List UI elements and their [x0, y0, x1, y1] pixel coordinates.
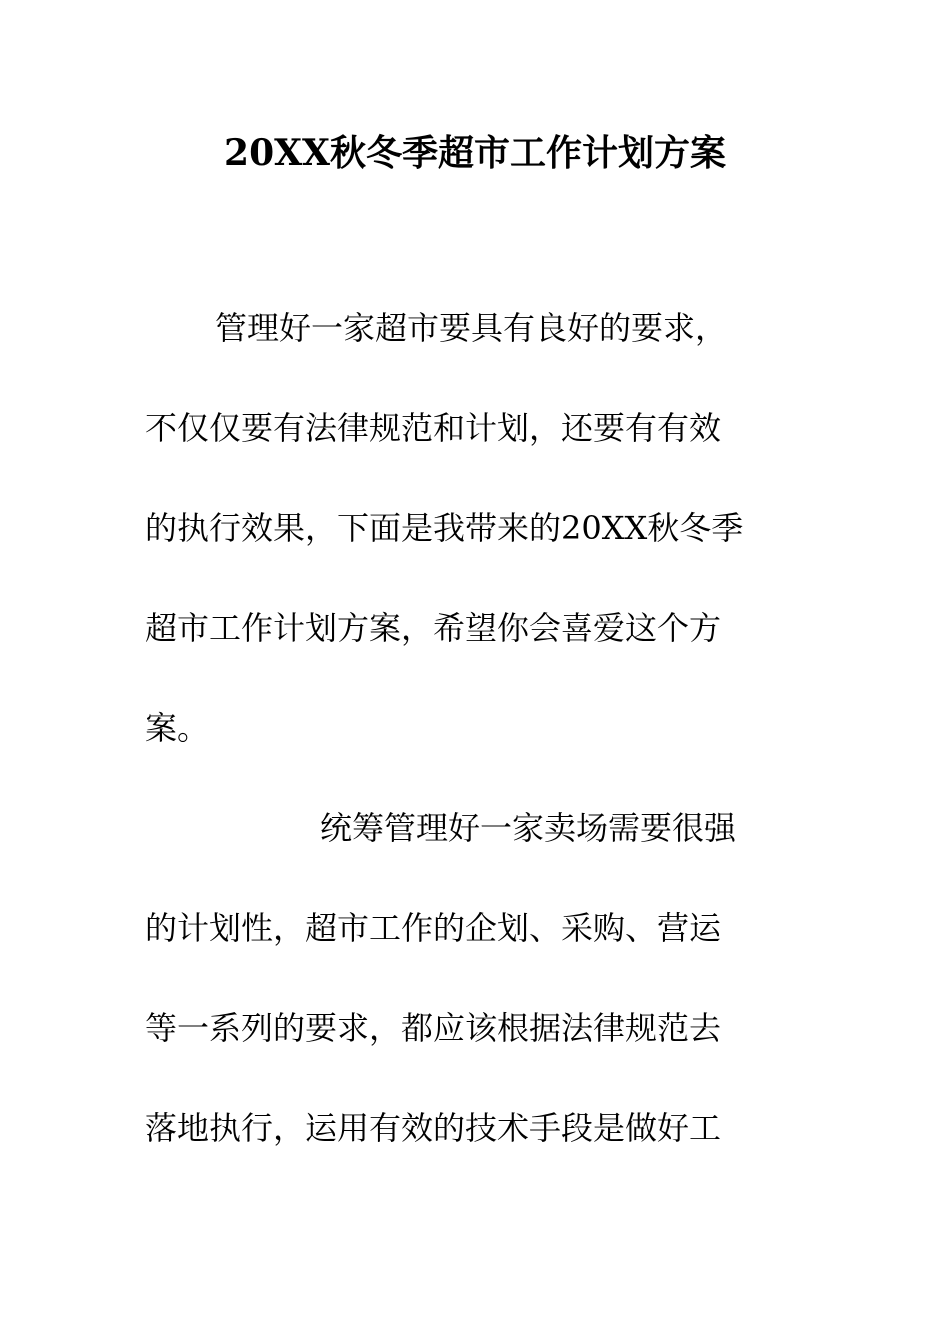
document-title: 20XX秋冬季超市工作计划方案: [224, 132, 726, 174]
paragraph-1-line-3: 的执行效果，下面是我带来的20XX秋冬季: [145, 509, 744, 547]
paragraph-2-line-4: 落地执行，运用有效的技术手段是做好工: [145, 1109, 722, 1147]
paragraph-1-line-2: 不仅仅要有法律规范和计划，还要有有效: [145, 409, 722, 447]
paragraph-2-line-1: 统筹管理好一家卖场需要很强: [320, 809, 737, 847]
paragraph-1-line-5: 案。: [145, 709, 210, 747]
paragraph-2-line-3: 等一系列的要求，都应该根据法律规范去: [145, 1009, 722, 1047]
paragraph-2-line-2: 的计划性，超市工作的企划、采购、营运: [145, 909, 722, 947]
paragraph-1-line-1: 管理好一家超市要具有良好的要求，: [215, 309, 728, 347]
paragraph-1-line-4: 超市工作计划方案，希望你会喜爱这个方: [145, 609, 722, 647]
